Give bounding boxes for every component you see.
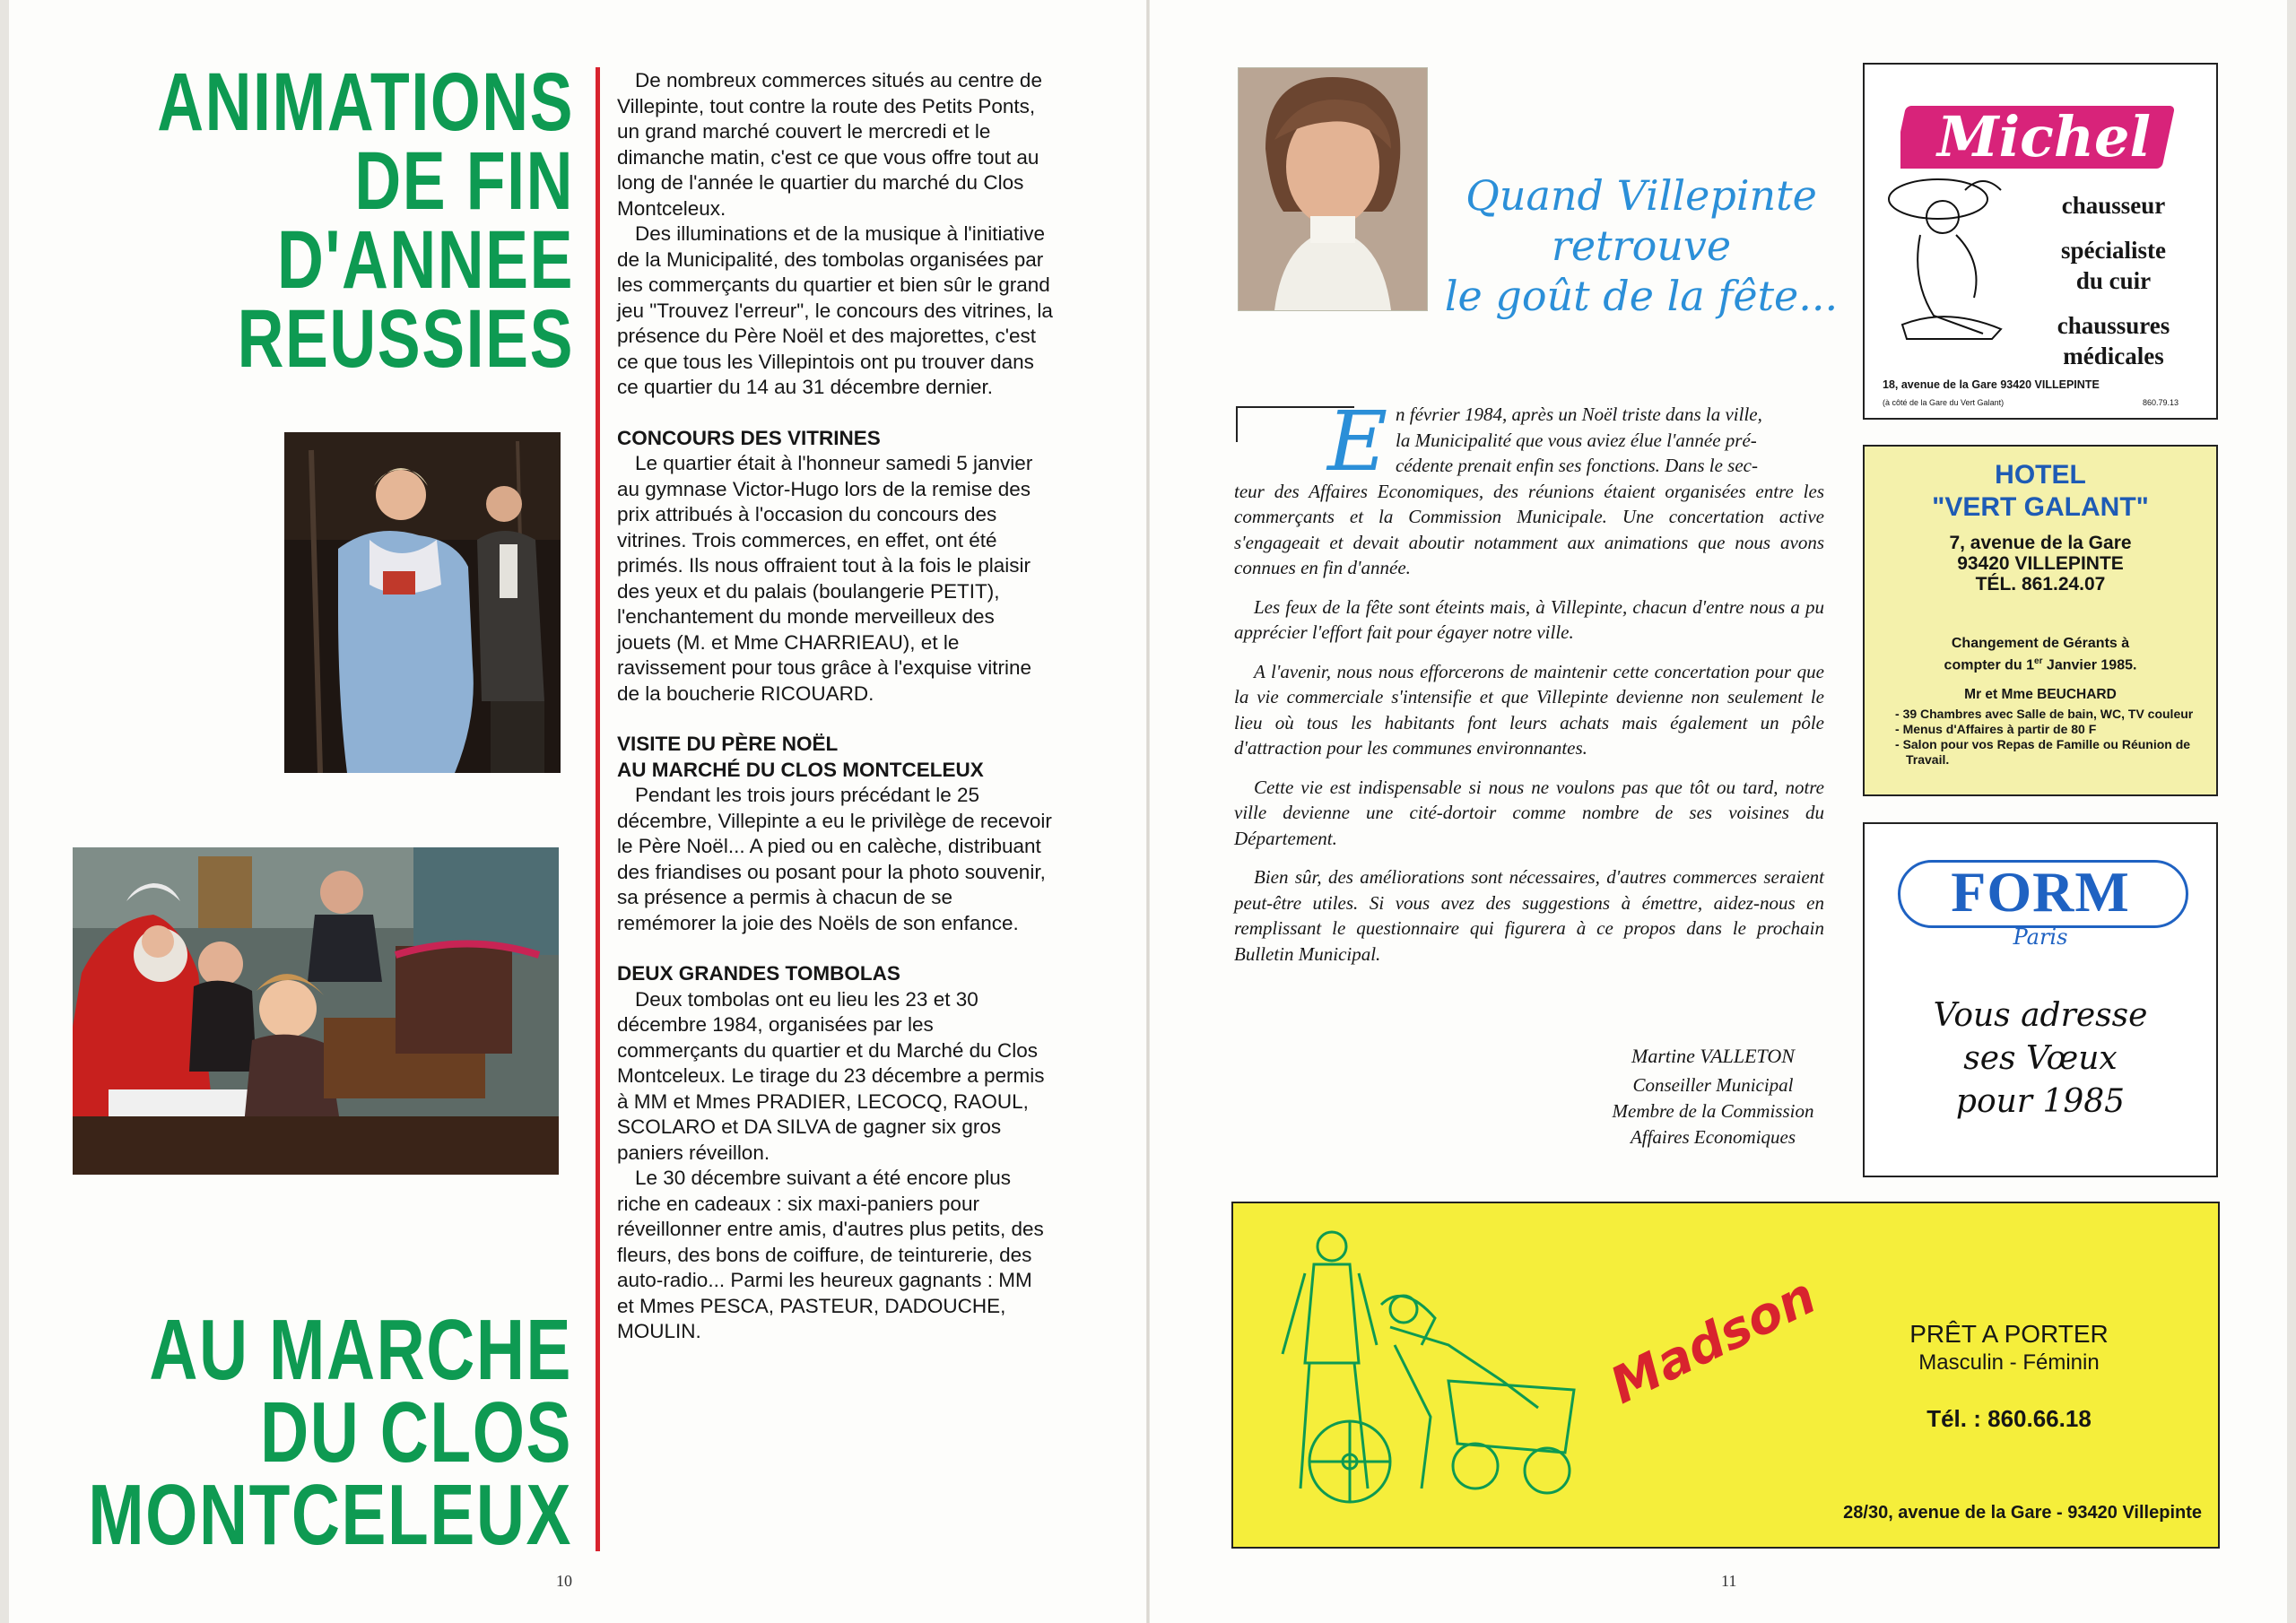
signature-role: Membre de la Commission (1612, 1100, 1814, 1122)
section-heading-tombolas: DEUX GRANDES TOMBOLAS (617, 962, 900, 985)
form-city: Paris (2013, 924, 2068, 950)
section-paragraph-tombolas-2: Le 30 décembre suivant a été encore plus riche en cadeaux : six maxi-paniers pour réveillonner entre amis, d'autres plus petits, des fleurs, des bons de coiffure, de teinturerie, des auto-radio... Parmi les heureux gagnants : MM et Mmes PESCA, PASTEUR, DADOUCHE, MOULIN. (617, 1167, 1044, 1342)
left-article-column (617, 68, 1053, 1345)
madson-category: PRÊT A PORTER Masculin - Féminin (1909, 1320, 2109, 1375)
page-number-left: 10 (556, 1572, 572, 1590)
madson-address: 28/30, avenue de la Gare - 93420 Villepinte (1843, 1503, 2202, 1523)
hotel-owners: Mr et Mme BEUCHARD (1964, 687, 2117, 702)
intro-paragraph-2: Des illuminations et de la musique à l'initiative de la Municipalité, des tombolas organisées par les commerçants du quartier et bien sûr le grand jeu "Trouvez l'erreur", le concours des vitrines, la présence du Père Noël et des majorettes, c'est ce que tous les Villepintois ont pu trouver dans ce quartier du 14 au 31 décembre dernier. (617, 222, 1053, 398)
shoe-sketch-icon (1884, 163, 2019, 343)
madson-phone: Tél. : 860.66.18 (1926, 1405, 2092, 1432)
letter-paragraph-5: Bien sûr, des améliorations sont nécessaires, d'autres commerces seraient peut-être utiles. Si vous avez des suggestions à émettre, aidez-nous en remplissant le questionnaire qui figurera à ce propos dans le prochain Bulletin Municipal. (1234, 866, 1824, 965)
section-heading-pere-noel (617, 732, 1053, 783)
section-heading-pere-noel-line1: VISITE DU PÈRE NOËL (617, 733, 839, 755)
list-item: - 39 Chambres avec Salle de bain, WC, TV couleur (1895, 707, 2194, 721)
section-paragraph-tombolas-1: Deux tombolas ont eu lieu les 23 et 30 décembre 1984, organisées par les commerçants du quartier et du Marché du Clos Montceleux. Le tirage du 23 décembre a permis à MM et Mmes PRADIER, LECOCQ, RAOUL, SCOLARO et DA SILVA de gagner six gros paniers réveillon. (617, 987, 1045, 1164)
photo-santa-claus-drawing (73, 847, 559, 1175)
letter-paragraph-2: Les feux de la fête sont éteints mais, à Villepinte, chacun d'entre nous a pu apprécier l'effort fait pour égayer notre ville. (1234, 595, 1824, 643)
section-heading-pere-noel-line2: AU MARCHÉ DU CLOS MONTCELEUX (617, 758, 984, 781)
headline-marche: AU MARCHE DU CLOS MONTCELEUX (88, 1302, 572, 1563)
dropcap-letter: E (1327, 394, 1388, 490)
michel-phone: 860.79.13 (2142, 398, 2179, 407)
hotel-notice: Changement de Gérants à compter du 1er Janvier 1985. (1944, 636, 2137, 673)
page-number-right: 11 (1721, 1572, 1737, 1590)
michel-services: chausseur spécialiste du cuir chaussures médicales (2057, 192, 2170, 369)
headline-animations: ANIMATIONS DE FIN D'ANNEE REUSSIES (157, 56, 574, 385)
michel-address: 18, avenue de la Gare 93420 VILLEPINTE (1883, 378, 2100, 391)
section-paragraph-pere-noel: Pendant les trois jours précédant le 25 décembre, Villepinte a eu le privilège de recevoir le Père Noël... A pied ou en calèche, distribuant des friandises ou posant pour la photo souvenir, sa présence a permis à chacun de se remémorer la joie des Noëls de son enfance. (617, 784, 1052, 934)
hotel-title: HOTEL "VERT GALANT" (1932, 460, 2149, 522)
list-item: - Salon pour vos Repas de Famille ou Réunion de Travail. (1895, 737, 2191, 767)
ad-michel (1863, 63, 2218, 420)
red-column-rule (596, 67, 600, 1551)
fashion-couple-illustration (1269, 1219, 1592, 1515)
spread-fold (1146, 0, 1150, 1623)
letter-paragraph-1: n février 1984, après un Noël triste dans la ville, la Municipalité que vous aviez élue l'année pré- cédente prenait enfin ses fonctions. Dans le sec- teur des Affaires Economiques, des réunions étaient organisées entre les commerçants et la Commission Municipale. Une concertation active s'engageait et devait aboutir notamment aux animations que nous avons connues en fin d'année. (1234, 404, 1824, 578)
photo-santa-claus (73, 847, 559, 1175)
form-greeting: Vous adresse ses Vœux pour 1985 (1933, 997, 2148, 1120)
signature-role: Affaires Economiques (1630, 1126, 1796, 1148)
madson-brand: Madson (1601, 1266, 1825, 1416)
portrait-drawing (1239, 68, 1427, 310)
hotel-address: 7, avenue de la Gare 93420 VILLEPINTE TÉL. 861.24.07 (1949, 533, 2132, 595)
letter-title: Quand Villepinte retrouve le goût de la fête... (1444, 171, 1839, 320)
signature-name: Martine VALLETON (1631, 1045, 1795, 1067)
michel-logo-text: Michel (1936, 104, 2152, 169)
section-heading-vitrines: CONCOURS DES VITRINES (617, 426, 881, 449)
letter-paragraph-3: A l'avenir, nous nous efforcerons de maintenir cette concertation pour que la vie commerciale s'intensifie et que Villepinte devienne non seulement le lieu où tous les habitants font leurs achats mais également un pôle d'attraction pour les communes environnantes. (1234, 660, 1824, 759)
list-item: - Menus d'Affaires à partir de 80 F (1895, 722, 2097, 736)
ad-hotel-vert-galant (1863, 445, 2218, 796)
ad-madson (1231, 1202, 2220, 1549)
letter-paragraph-4: Cette vie est indispensable si nous ne voulons pas que tôt ou tard, notre ville devienne une cité-dortoir comme nombre de ses voisines du Département. (1234, 776, 1824, 849)
michel-address-note: (à côté de la Gare du Vert Galant) 860.79.13 (1883, 398, 2179, 407)
letter-body (1234, 394, 1824, 980)
signature-role: Conseiller Municipal (1632, 1074, 1794, 1096)
page-edge-left (0, 0, 9, 1623)
section-paragraph-vitrines: Le quartier était à l'honneur samedi 5 janvier au gymnase Victor-Hugo lors de la remise des prix attribués à l'occasion du concours des vitrines. Trois commerces, en effet, ont été primés. Ils nous offraient tout à la fois le plaisir des yeux et du palais (boulangerie PETIT), l'enchantement du monde merveilleux des jouets (M. et Mme CHARRIEAU), et le ravissement pour tous grâce à l'exquise vitrine de la boucherie RICOUARD. (617, 452, 1033, 705)
portrait-photo (1238, 67, 1428, 311)
hotel-features (1892, 707, 2216, 768)
intro-paragraph-1: De nombreux commerces situés au centre de Villepinte, tout contre la route des Petits Ponts, un grand marché couvert le mercredi et le dimanche matin, c'est ce que vous offre tout au long de l'année le quartier du marché du Clos Montceleux. (617, 69, 1042, 220)
photo-prize-winner-drawing (284, 432, 561, 773)
form-logo: FORM (1951, 860, 2130, 924)
photo-prize-winner (284, 432, 561, 773)
page-edge-right (2287, 0, 2296, 1623)
signature-block (1543, 1043, 1883, 1150)
ad-form-paris (1863, 822, 2218, 1177)
